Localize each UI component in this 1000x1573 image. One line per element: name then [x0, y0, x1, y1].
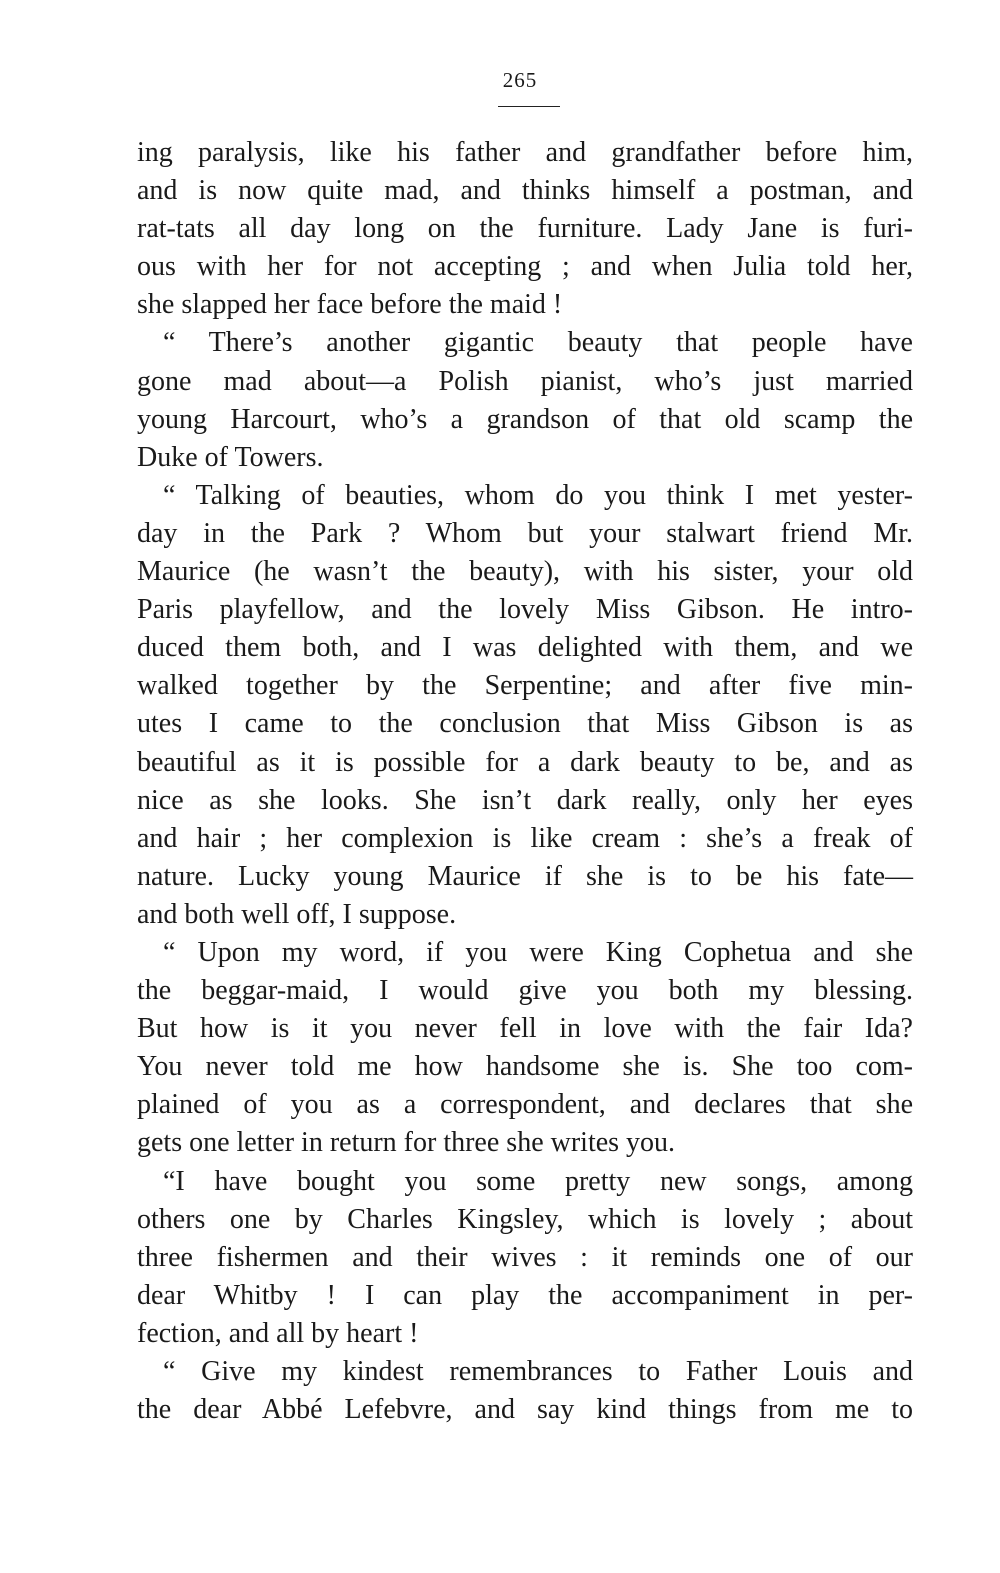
paragraph: [137, 477, 913, 934]
text-line: “ Upon my word, if you were King Cophetua and she: [163, 936, 913, 968]
text-line: plained of you as a correspondent, and declares that she: [137, 1089, 913, 1121]
text-line: But how is it you never fell in love with the fair Ida?: [137, 1013, 913, 1045]
text-line: “I have bought you some pretty new songs, among: [163, 1165, 913, 1197]
text-line: the dear Abbé Lefebvre, and say kind things from me to: [137, 1394, 913, 1426]
text-line: nice as she looks. She isn’t dark really, only her eyes: [137, 784, 913, 816]
text-line: and both well off, I suppose.: [137, 898, 457, 930]
text-line: nature. Lucky young Maurice if she is to be his fate—: [137, 860, 913, 892]
text-line: Paris playfellow, and the lovely Miss Gibson. He intro-: [137, 594, 913, 626]
paragraph: [137, 934, 913, 1163]
text-line: Duke of Towers.: [137, 441, 324, 473]
text-line: she slapped her face before the maid !: [137, 289, 563, 321]
paragraph: [137, 324, 913, 476]
text-line: others one by Charles Kingsley, which is lovely ; about: [137, 1203, 913, 1235]
text-line: the beggar-maid, I would give you both my blessing.: [137, 975, 913, 1007]
text-line: and is now quite mad, and thinks himself a postman, and: [137, 175, 913, 207]
text-line: rat-tats all day long on the furniture. Lady Jane is furi-: [137, 213, 913, 245]
text-line: day in the Park ? Whom but your stalwart friend Mr.: [137, 517, 913, 549]
text-line: “ Give my kindest remembrances to Father Louis and: [163, 1356, 913, 1387]
page-number: 265: [502, 68, 538, 92]
paragraph: [137, 134, 913, 324]
text-line: fection, and all by heart !: [137, 1317, 419, 1349]
text-line: Maurice (he wasn’t the beauty), with his sister, your old: [137, 556, 913, 588]
page-body: [137, 134, 913, 1429]
paragraph: [137, 1353, 913, 1429]
text-line: gone mad about—a Polish pianist, who’s just married: [137, 365, 913, 397]
text-line: “ Talking of beauties, whom do you think I met yester-: [163, 479, 913, 511]
text-line: ing paralysis, like his father and grandfather before him,: [137, 137, 913, 168]
paragraph: [137, 1163, 913, 1353]
text-line: beautiful as it is possible for a dark beauty to be, and as: [137, 746, 913, 778]
text-line: duced them both, and I was delighted with them, and we: [137, 632, 913, 664]
text-line: young Harcourt, who’s a grandson of that old scamp the: [137, 403, 913, 435]
text-line: ous with her for not accepting ; and when Julia told her,: [137, 251, 913, 283]
text-line: three fishermen and their wives : it reminds one of our: [137, 1241, 913, 1273]
text-line: You never told me how handsome she is. She too com-: [137, 1051, 913, 1083]
text-line: utes I came to the conclusion that Miss Gibson is as: [137, 708, 913, 740]
text-line: gets one letter in return for three she writes you.: [137, 1127, 676, 1159]
text-line: dear Whitby ! I can play the accompaniment in per-: [137, 1279, 913, 1311]
text-line: and hair ; her complexion is like cream : she’s a freak of: [137, 822, 913, 854]
text-line: “ There’s another gigantic beauty that people have: [163, 327, 913, 359]
header-rule: [498, 106, 560, 107]
text-line: walked together by the Serpentine; and after five min-: [137, 670, 913, 702]
